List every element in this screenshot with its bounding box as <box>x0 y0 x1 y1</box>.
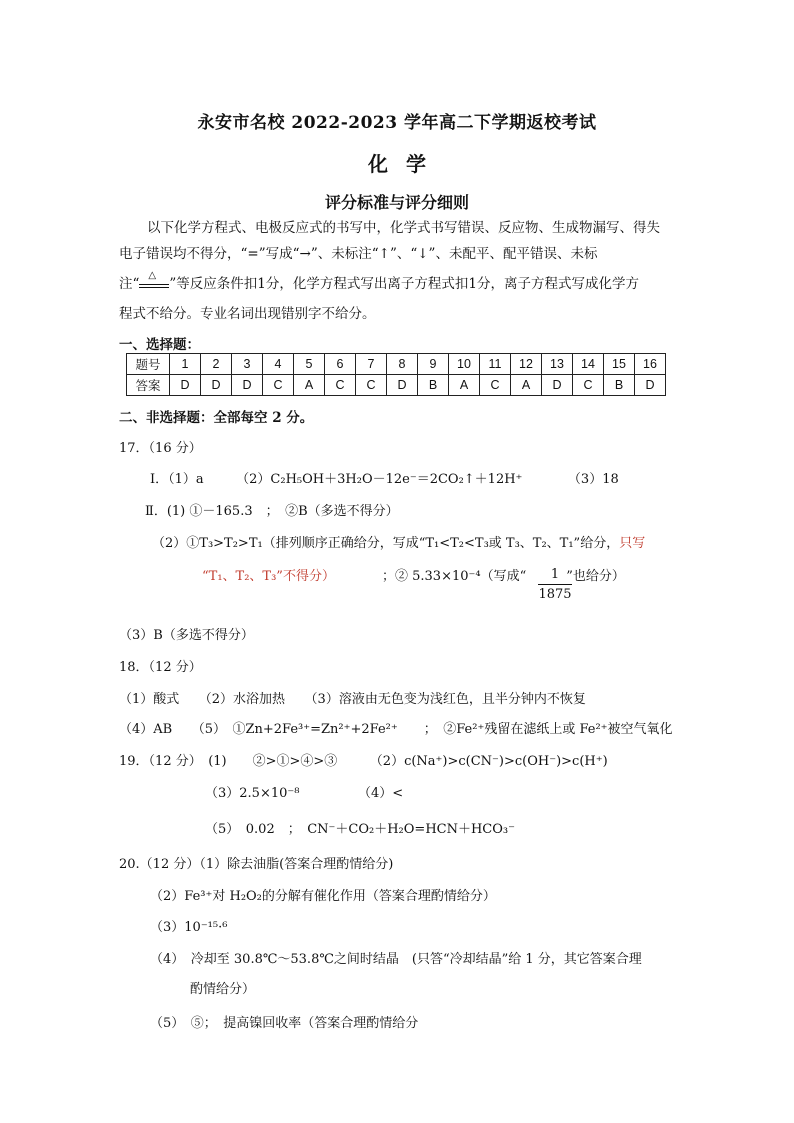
q19-line-3: （5） 0.02 ； CN⁻＋CO₂＋H₂O=HCN＋HCO₃⁻ <box>205 822 515 837</box>
answer-cell: D <box>232 375 263 396</box>
answer-cell: C <box>325 375 356 396</box>
answer-cell: D <box>201 375 232 396</box>
intro-line-3: 注“ △ ”等反应条件扣1分，化学方程式写出离子方程式扣1分，离子方程式写成化学方 <box>119 270 639 292</box>
answer-table-answer-row <box>127 375 666 396</box>
answer-table <box>126 353 666 396</box>
document-title: 永安市名校 2022-2023 学年高二下学期返校考试 <box>197 113 597 133</box>
q17-part2-2b: ；② 5.33×10⁻⁴（写成“ ”也给分） <box>382 569 625 584</box>
q18-line-2: （4）AB （5） ①Zn+2Fe³⁺=Zn²⁺+2Fe²⁺ ； ②Fe²⁺残留在滤纸上或 Fe²⁺被空气氧化 <box>119 722 673 737</box>
question-number-cell: 1 <box>170 354 201 375</box>
intro-line-1: 以下化学方程式、电极反应式的书写中，化学式书写错误、反应物、生成物漏写、得失 <box>147 220 660 236</box>
q20-line-4: （4） 冷却至 30.8℃～53.8℃之间时结晶 (只答“冷却结晶”给 1 分，其它答案合理 <box>150 952 642 967</box>
answer-cell: D <box>542 375 573 396</box>
fraction-denominator: 1875 <box>538 587 572 602</box>
question-number-cell: 12 <box>511 354 542 375</box>
answer-cell: D <box>387 375 418 396</box>
q17-part2-2b-note: “T₁、T₂、T₃”不得分） <box>202 569 335 584</box>
row-label-answer: 答案 <box>127 375 170 396</box>
row-label-number: 题号 <box>127 354 170 375</box>
q17-part2-1: Ⅱ．(1) ①－165.3 ； ②B（多选不得分） <box>145 504 399 519</box>
heating-condition-symbol: △ <box>139 277 169 288</box>
question-number-cell: 5 <box>294 354 325 375</box>
q20-line-1: 20.（12 分）（1）除去油脂(答案合理酌情给分) <box>119 857 394 872</box>
q20-line-2: （2）Fe³⁺对 H₂O₂的分解有催化作用（答案合理酌情给分） <box>150 889 496 904</box>
answer-table-number-row <box>127 354 666 375</box>
q17-header: 17．（16 分） <box>119 441 202 456</box>
intro-line-4: 程式不给分。专业名词出现错别字不给分。 <box>119 306 376 322</box>
q17-fraction <box>533 567 577 602</box>
question-number-cell: 8 <box>387 354 418 375</box>
answer-cell: A <box>511 375 542 396</box>
question-number-cell: 15 <box>604 354 635 375</box>
answer-cell: A <box>294 375 325 396</box>
answer-cell: C <box>263 375 294 396</box>
q20-line-5: 酌情给分） <box>190 982 256 997</box>
answer-cell: C <box>480 375 511 396</box>
q18-line-1: （1）酸式 （2）水浴加热 （3）溶液由无色变为浅红色，且半分钟内不恢复 <box>119 692 586 707</box>
scoring-subtitle: 评分标准与评分细则 <box>324 193 469 212</box>
question-number-cell: 11 <box>480 354 511 375</box>
answer-cell: C <box>356 375 387 396</box>
answer-cell: B <box>604 375 635 396</box>
question-number-cell: 13 <box>542 354 573 375</box>
question-number-cell: 3 <box>232 354 263 375</box>
subject-title: 化学 <box>368 152 444 176</box>
intro-line-2: 电子错误均不得分，“=”写成“→”、未标注“↑”、“↓”、未配平、配平错误、未标 <box>119 246 598 262</box>
question-number-cell: 6 <box>325 354 356 375</box>
question-number-cell: 16 <box>635 354 666 375</box>
question-number-cell: 10 <box>449 354 480 375</box>
fraction-numerator: 1 <box>550 567 560 582</box>
answer-cell: C <box>573 375 604 396</box>
question-number-cell: 4 <box>263 354 294 375</box>
section-1-heading: 一、选择题： <box>119 337 200 353</box>
q20-line-6: （5） ⑤； 提高镍回收率（答案合理酌情给分 <box>150 1016 419 1031</box>
question-number-cell: 14 <box>573 354 604 375</box>
question-number-cell: 2 <box>201 354 232 375</box>
q17-part3: （3）B（多选不得分） <box>119 628 254 643</box>
q20-line-3: （3）10⁻¹⁵·⁶ <box>150 920 228 935</box>
section-2-heading: 二、非选择题：全部每空 2 分。 <box>119 410 314 426</box>
question-number-cell: 9 <box>418 354 449 375</box>
q17-part2-2a: （2）①T₃>T₂>T₁（排列顺序正确给分，写成“T₁<T₂<T₃或 T₃、T₂、T₁”给分，只写 <box>152 536 646 551</box>
answer-cell: B <box>418 375 449 396</box>
answer-cell: D <box>635 375 666 396</box>
answer-cell: D <box>170 375 201 396</box>
question-number-cell: 7 <box>356 354 387 375</box>
q18-header: 18．（12 分） <box>119 660 202 675</box>
q19-line-2: （3）2.5×10⁻⁸ （4）< <box>205 786 404 801</box>
answer-cell: A <box>449 375 480 396</box>
q19-line-1: 19．（12 分） (1) ②>①>④>③ （2）c(Na⁺)>c(CN⁻)>c(OH⁻)>c(H⁺) <box>119 754 608 769</box>
q17-part1: Ⅰ．（1）a （2）C₂H₅OH＋3H₂O－12e⁻＝2CO₂↑＋12H⁺ （3）18 <box>150 472 619 487</box>
